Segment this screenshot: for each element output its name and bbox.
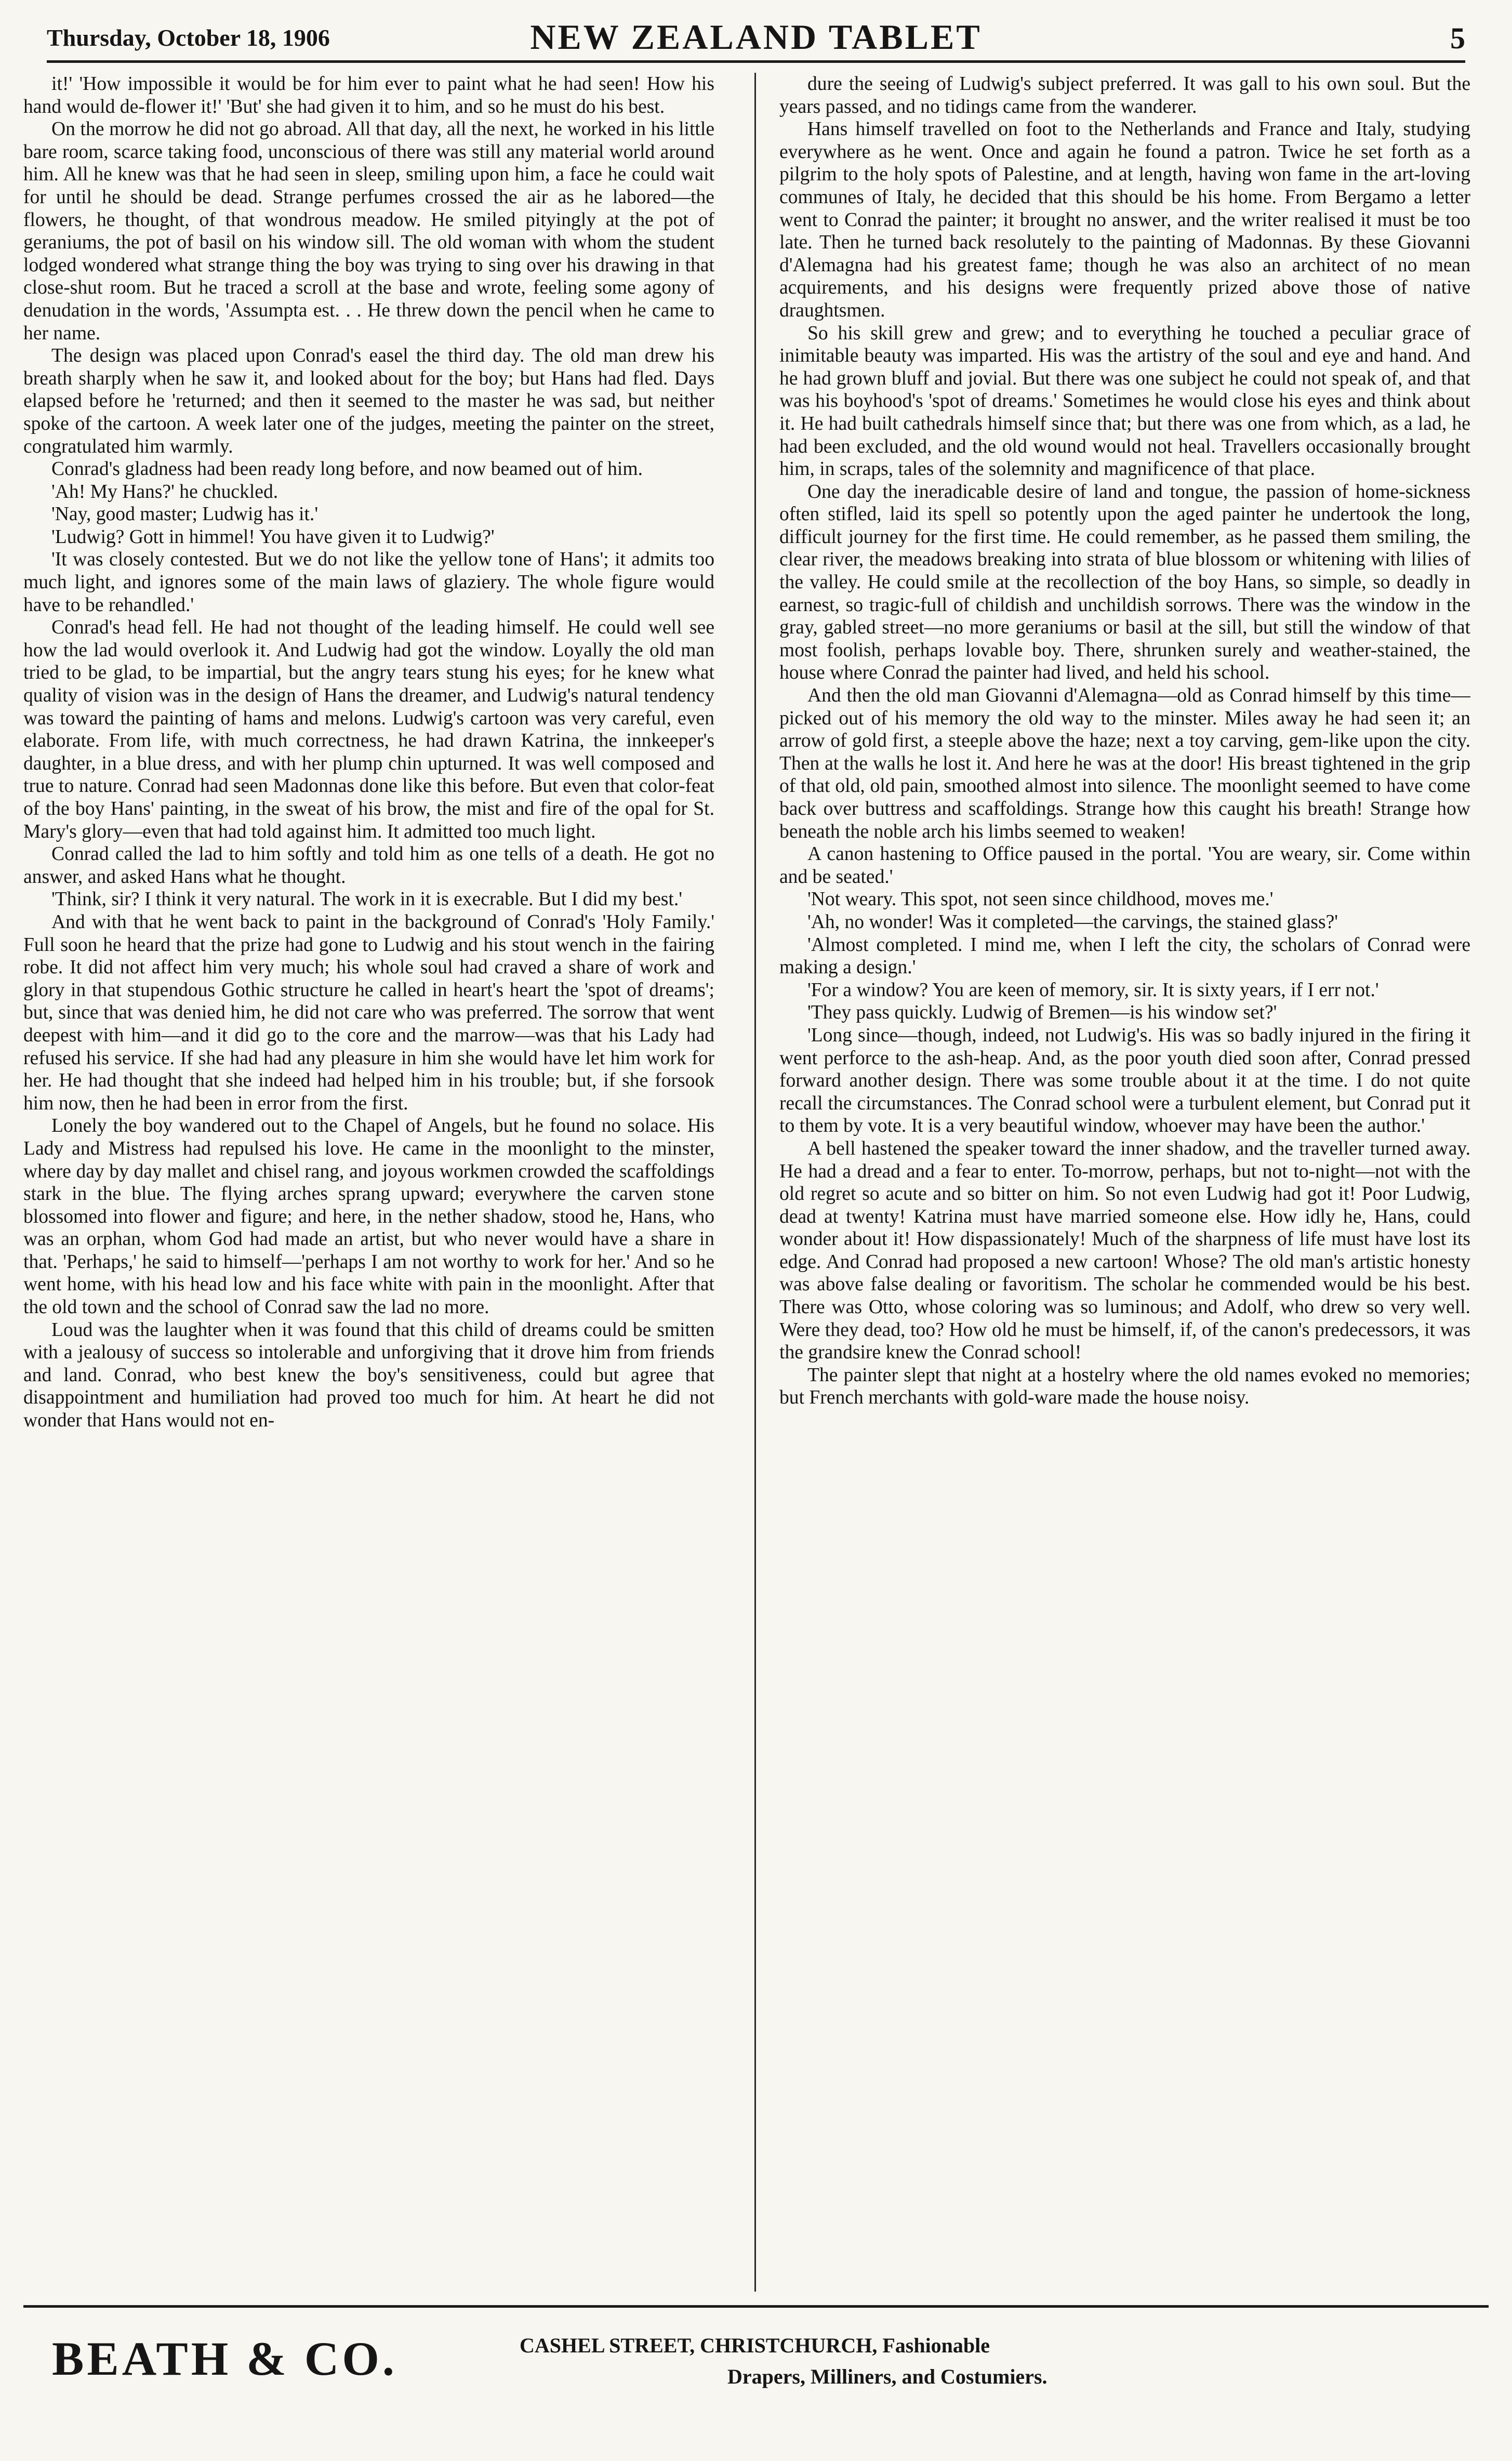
paragraph: Lonely the boy wandered out to the Chapel of Angels, but he found no solace. His Lady and Mistress had repulsed his love. He came in the moonlight to the minster, where day by day mallet and chisel rang, and joyous workmen crowded the scaffoldings stark in the blue. The flying arches sprang upward; everywhere the carven stone blossomed into flower and figure; and here, in the nether shadow, stood he, Hans, who was an orphan, whom God had made an artist, but who never would have a share in that. 'Perhaps,' he said to himself—'perhaps I am not worthy to work for her.' And so he went home, with his head low and his face white with pain in the moonlight. After that the old town and the school of Conrad saw the lad no more.: [23, 1115, 714, 1318]
paragraph: 'Almost completed. I mind me, when I left the city, the scholars of Conrad were making a design.': [779, 934, 1470, 978]
paragraph: The painter slept that night at a hostelry where the old names evoked no memories; but French merchants with gold-ware made the house noisy.: [779, 1364, 1470, 1409]
article-column-left: [23, 73, 714, 2292]
paragraph: And with that he went back to paint in the background of Conrad's 'Holy Family.' Full soon he heard that the prize had gone to Ludwig and his stout wench in the fairing robe. It did not affect him very much; his whole soul had craved a share of work and glory in that stupendous Gothic structure he called in heart's heart the 'spot of dreams'; but, since that was denied him, he did not care who was preferred. The sorrow that went deepest with him—and it did go to the core and the marrow—was that his Lady had refused his service. If she had had any pleasure in him she would have let him work for her. He had thought that she indeed had helped him in his trouble; but, if she forsook him now, then he had been in error from the first.: [23, 911, 714, 1114]
article-column-right: [779, 73, 1470, 2292]
header-rule: [47, 60, 1465, 63]
paragraph: On the morrow he did not go abroad. All that day, all the next, he worked in his little bare room, scarce taking food, unconscious of there was still any material world around him. All he knew was that he had seen in sleep, smiling upon him, a face he could wait for until he should be dead. Strange perfumes crossed the air as he labored—the flowers, he thought, of that wondrous meadow. He smiled pityingly at the pot of geraniums, the pot of basil on his window sill. The old woman with whom the student lodged wondered what strange thing the boy was trying to sing over his drawing in that close-shut room. But he traced a scroll at the base and wrote, feeling some agony of denudation in the words, 'Assumpta est. . . He threw down the pencil when he came to her name.: [23, 118, 714, 344]
paragraph: 'Not weary. This spot, not seen since childhood, moves me.': [807, 889, 1274, 910]
page-number: 5: [1450, 21, 1465, 55]
paragraph: 'Nay, good master; Ludwig has it.': [51, 504, 319, 525]
paragraph: Conrad's head fell. He had not thought of the leading himself. He could well see how the lad would overlook it. And Ludwig had got the window. Loyally the old man tried to be glad, to be impartial, but the angry tears stung his eyes; for he knew what quality of vision was in the design of Hans the dreamer, and Ludwig's natural tendency was toward the painting of hams and melons. Ludwig's cartoon was very careful, even elaborate. From life, with much correctness, he had drawn Katrina, the innkeeper's daughter, in a blue dress, and with her plump chin upturned. It was well composed and true to nature. Conrad had seen Madonnas done like this before. But even that color-feat of the boy Hans' painting, in the sweat of his brow, the mist and fire of the opal for St. Mary's glory—even that had told against him. It admitted too much light.: [23, 617, 714, 842]
paragraph: 'For a window? You are keen of memory, sir. It is sixty years, if I err not.': [807, 979, 1379, 1001]
paragraph: The design was placed upon Conrad's easel the third day. The old man drew his breath sharply when he saw it, and looked about for the boy; but Hans had fled. Days elapsed before he 'returned; and then it seemed to the master he was sad, but neither spoke of the cartoon. A week later one of the judges, meeting the painter on the street, congratulated him warmly.: [23, 345, 714, 457]
paragraph: 'Ludwig? Gott in himmel! You have given it to Ludwig?': [51, 526, 495, 548]
paragraph: 'Ah, no wonder! Was it completed—the carvings, the stained glass?': [807, 911, 1338, 933]
paragraph: A bell hastened the speaker toward the inner shadow, and the traveller turned away. He had a dread and a fear to enter. To-morrow, perhaps, but not to-night—not with the old regret so acute and so bitter on him. So not even Ludwig had got it! Poor Ludwig, dead at twenty! Katrina must have married someone else. How idly he, Hans, could wonder about it! How dispassionately! Much of the sharpness of life must have lost its edge. And Conrad had proposed a new cartoon! Whose? The old man's artistic honesty was above false dealing or favoritism. The scholar he commended would be his best. There was Otto, whose coloring was so luminous; and Adolf, who drew so very well. Were they dead, too? How old he must be himself, if, of the canon's predecessors, it was the grandsire knew the Conrad school!: [779, 1137, 1470, 1364]
paragraph: dure the seeing of Ludwig's subject preferred. It was gall to his own soul. But the years passed, and no tidings came from the wanderer.: [779, 73, 1470, 117]
issue-date: Thursday, October 18, 1906: [47, 24, 330, 51]
advertiser-address: CASHEL STREET, CHRISTCHURCH, Fashionable: [520, 2334, 990, 2357]
advertiser-name: BEATH & CO.: [52, 2332, 397, 2385]
paragraph: Conrad's gladness had been ready long before, and now beamed out of him.: [51, 458, 643, 480]
paragraph: Conrad called the lad to him softly and told him as one tells of a death. He got no answer, and asked Hans what he thought.: [23, 843, 714, 888]
paragraph: 'Think, sir? I think it very natural. The work in it is execrable. But I did my best.': [51, 889, 683, 910]
paragraph: 'It was closely contested. But we do not like the yellow tone of Hans'; it admits too much light, and ignores some of the main laws of glaziery. The whole figure would have to be rehandled.': [23, 549, 714, 616]
advertisement: [52, 2312, 1496, 2453]
paragraph: it!' 'How impossible it would be for him ever to paint what he had seen! How his hand would de-flower it!' 'But' she had given it to him, and so he must do his best.: [23, 73, 714, 117]
paragraph: 'Ah! My Hans?' he chuckled.: [51, 481, 278, 502]
paragraph: 'They pass quickly. Ludwig of Bremen—is his window set?': [807, 1002, 1277, 1024]
footer-rule: [23, 2305, 1489, 2308]
paragraph: Hans himself travelled on foot to the Netherlands and France and Italy, studying everywhere as he went. Once and again he found a patron. Twice he set forth as a pilgrim to the holy spots of Palestine, and at length, having won fame in the art-loving communes of Italy, he decided that this should be his home. From Bergamo a letter went to Conrad the painter; it brought no answer, and the writer realised it must be too late. Then he turned back resolutely to the painting of Madonnas. By these Giovanni d'Alemagna had his greatest fame; though he was also an architect of no mean acquirements, and his designs were frequently prized above those of native draughtsmen.: [779, 118, 1470, 321]
paragraph: Loud was the laughter when it was found that this child of dreams could be smitten with a jealousy of success so intolerable and unforgiving that it drove him from friends and land. Conrad, who best knew the boy's sensitiveness, could but agree that disappointment and humiliation had proved too much for him. At heart he did not wonder that Hans would not en-: [23, 1319, 714, 1432]
paragraph: And then the old man Giovanni d'Alemagna—old as Conrad himself by this time—picked out of his memory the old way to the minster. Miles away he had seen it; an arrow of gold first, a steeple above the haze; next a toy carving, gem-like upon the city. Then at the walls he lost it. And here he was at the door! His breast tightened in the grip of that old, old pain, smoothed almost into silence. The moonlight seemed to have come back over buttress and scaffoldings. Strange how this caught his breath! Strange how beneath the noble arch his limbs seemed to weaken!: [779, 685, 1470, 842]
paragraph: A canon hastening to Office paused in the portal. 'You are weary, sir. Come within and be seated.': [779, 843, 1470, 888]
newspaper-title: NEW ZEALAND TABLET: [530, 17, 982, 57]
advertiser-trades: Drapers, Milliners, and Costumiers.: [727, 2365, 1047, 2388]
paragraph: 'Long since—though, indeed, not Ludwig's. His was so badly injured in the firing it went perforce to the ash-heap. And, as the poor youth died soon after, Conrad pressed forward another design. There was some trouble about it at the time. I do not quite recall the circumstances. The Conrad school were a turbulent element, but Conrad put it to them by vote. It is a very beautiful window, whoever may have been the author.': [779, 1024, 1470, 1137]
paragraph: So his skill grew and grew; and to everything he touched a peculiar grace of inimitable beauty was imparted. His was the artistry of the soul and eye and hand. And he had grown bluff and jovial. But there was one subject he could not speak of, and that was his boyhood's 'spot of dreams.' Sometimes he would close his eyes and think about it. He had built cathedrals himself since that; but there was one from which, as a lad, he had been excluded, and the old wound would not heal. Travellers occasionally brought him, in scraps, tales of the solemnity and magnificence of that place.: [779, 322, 1470, 480]
column-divider: [754, 73, 756, 2292]
paragraph: One day the ineradicable desire of land and tongue, the passion of home-sickness often stifled, laid its spell so potently upon the aged painter he undertook the long, difficult journey for the first time. He could remember, as he passed them smiling, the clear river, the meadows breaking into strata of blue blossom or whitening with lilies of the valley. He could smile at the recollection of the boy Hans, so simple, so deadly in earnest, so tragic-full of childish and unchildish sorrows. There was the window in the gray, gabled street—no more geraniums or basil at the sill, but still the window of that most foolish, perhaps lovable boy. There, shrunken surely and weather-stained, the house where Conrad the painter had lived, and held his school.: [779, 481, 1470, 684]
masthead: [47, 9, 1465, 59]
